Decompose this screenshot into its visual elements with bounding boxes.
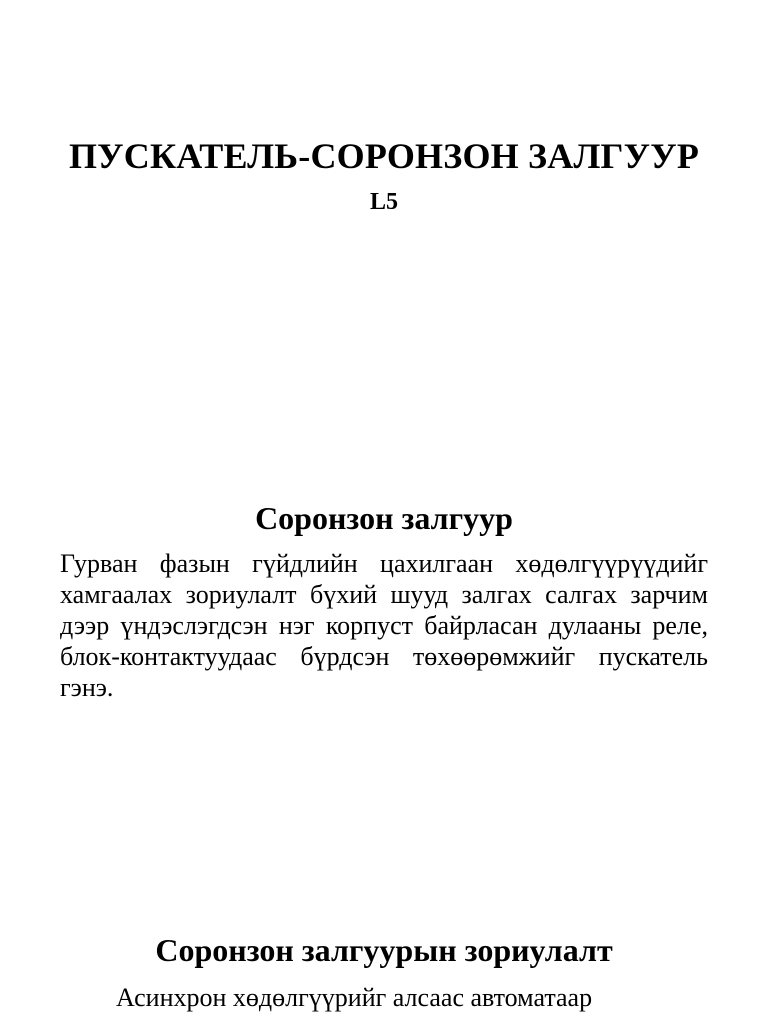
section-magnetic-switch	[60, 498, 708, 703]
section-paragraph: Гурван фазын гүйдлийн цахилгаан хөдөлгүүрүүдийг хамгаалах зориулалт бүхий шууд залгах салгах зарчим дээр үндэслэгдсэн нэг корпуст байрласан дулааны реле, блок-контактуудаас бүрдсэн төхөөрөмжийг пускатель гэнэ.	[60, 549, 708, 702]
document-code: L5	[369, 189, 398, 215]
section-paragraph: Асинхрон хөдөлгүүрийг алсаас автоматаар	[116, 983, 593, 1012]
section-heading: Соронзон залгуурын зориулалт	[155, 932, 613, 968]
title-block	[0, 136, 768, 216]
section-purpose	[60, 930, 708, 1013]
section-heading: Соронзон залгуур	[255, 500, 513, 536]
document-title: ПУСКАТЕЛЬ-СОРОНЗОН ЗАЛГУУР	[68, 136, 700, 176]
